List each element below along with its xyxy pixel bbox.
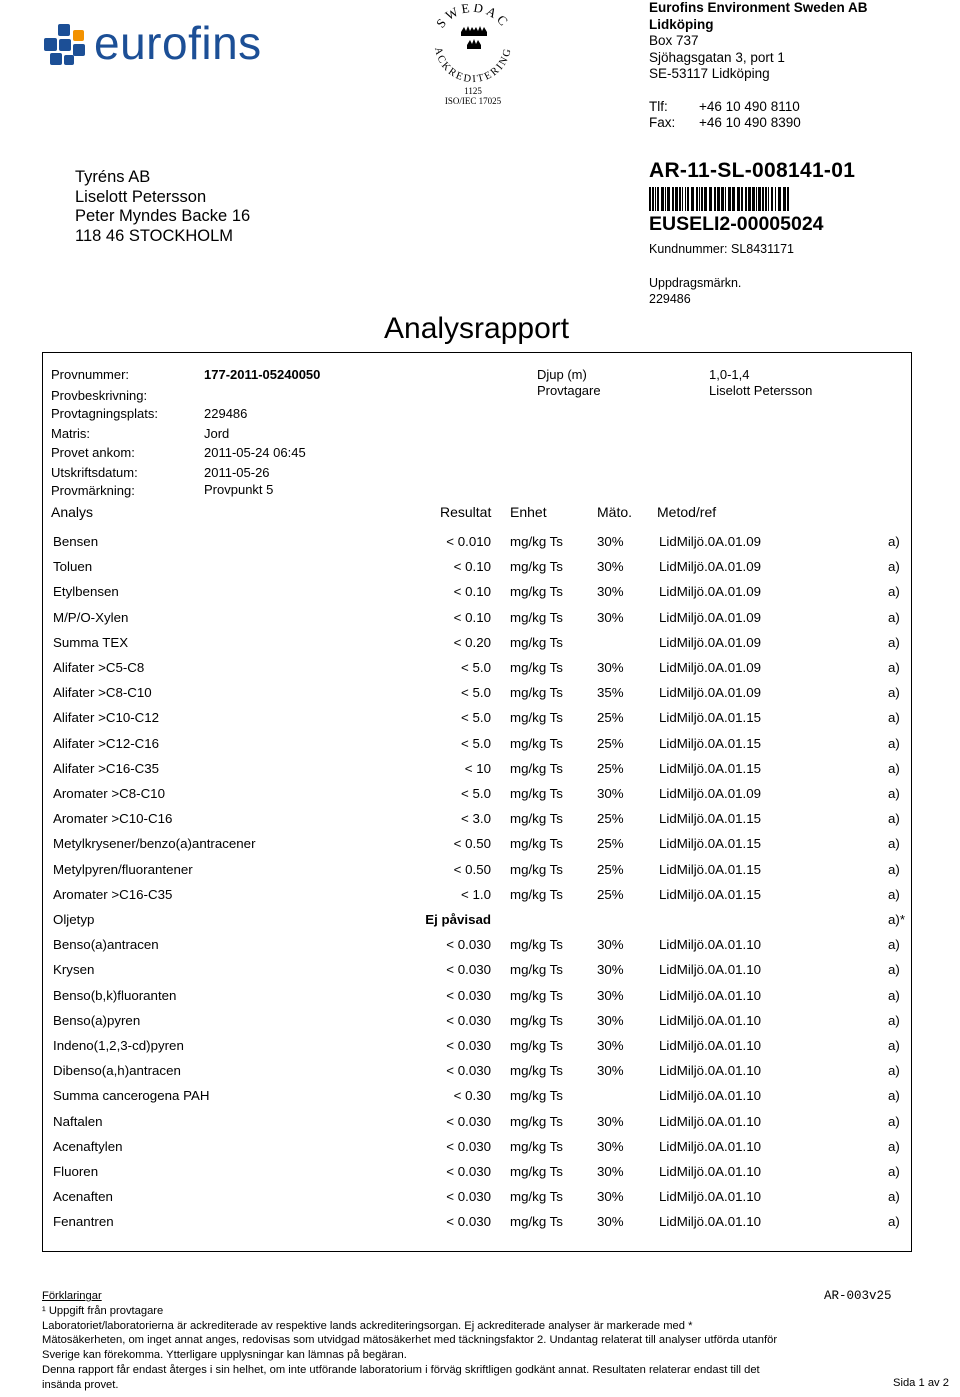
cell-ref: a): [888, 559, 900, 575]
cell-metod: LidMiljö.0A.01.15: [659, 811, 762, 827]
provbeskrivning-label: Provbeskrivning:: [51, 388, 148, 403]
cell-resultat: < 5.0: [461, 735, 491, 751]
cell-enhet: mg/kg Ts: [510, 1189, 563, 1205]
provmarkning-value: Provpunkt 5: [204, 482, 274, 497]
footer-line: ¹ Uppgift från provtagare: [42, 1304, 164, 1317]
cell-metod: LidMiljö.0A.01.09: [659, 584, 762, 600]
cell-analys: Summa cancerogena PAH: [53, 1088, 210, 1104]
matris-label: Matris:: [51, 426, 90, 441]
cell-mato: 25%: [597, 861, 624, 877]
cell-analys: Fluoren: [53, 1164, 99, 1179]
lab-city-name: Lidköping: [649, 16, 714, 32]
cell-metod: LidMiljö.0A.01.09: [659, 786, 762, 801]
cell-mato: 30%: [597, 1063, 624, 1079]
djup-label: Djup (m): [537, 367, 587, 382]
cell-resultat: < 0.30: [453, 1088, 491, 1104]
cell-ref: a): [888, 1214, 900, 1230]
cell-enhet: mg/kg Ts: [510, 609, 563, 625]
cell-metod: LidMiljö.0A.01.10: [659, 937, 762, 953]
cell-analys: Summa TEX: [53, 634, 129, 650]
cell-mato: 30%: [597, 1189, 624, 1205]
cell-enhet: mg/kg Ts: [510, 534, 563, 549]
cell-ref: a): [888, 1164, 900, 1179]
recipient-person: Liselott Petersson: [75, 187, 207, 206]
cell-enhet: mg/kg Ts: [510, 937, 563, 953]
provnummer-value: 177-2011-05240050: [204, 367, 321, 382]
cell-metod: LidMiljö.0A.01.10: [659, 962, 762, 978]
cell-metod: LidMiljö.0A.01.09: [659, 534, 762, 549]
lab-fax-row: [649, 115, 949, 132]
cell-ref: a): [888, 1038, 900, 1053]
cell-enhet: mg/kg Ts: [510, 1113, 563, 1129]
cell-enhet: mg/kg Ts: [510, 735, 563, 751]
cell-ref: a): [888, 836, 900, 852]
cell-metod: LidMiljö.0A.01.10: [659, 1138, 762, 1154]
utskrift-label: Utskriftsdatum:: [51, 465, 138, 480]
cell-enhet: mg/kg Ts: [510, 660, 563, 675]
cell-resultat: < 0.030: [446, 1113, 491, 1129]
cell-ref: a): [888, 937, 900, 953]
cell-metod: LidMiljö.0A.01.10: [659, 1063, 762, 1079]
col-mato-header: Mäto.: [597, 504, 633, 520]
swedac-crown-icon: [427, 4, 519, 86]
cell-ref: a): [888, 1113, 900, 1129]
lab-street: Sjöhagsgatan 3, port 1: [649, 49, 785, 65]
cell-metod: LidMiljö.0A.01.09: [659, 660, 762, 675]
cell-analys: Benso(b,k)fluoranten: [53, 987, 177, 1003]
cell-analys: Aromater >C10-C16: [53, 811, 173, 827]
seal-standard: ISO/IEC 17025: [444, 96, 502, 106]
cell-mato: 30%: [597, 1038, 624, 1053]
sample-box: [42, 352, 912, 1252]
logo-wordmark: eurofins: [94, 17, 262, 69]
recipient-street: Peter Myndes Backe 16: [75, 207, 251, 226]
cell-mato: 25%: [597, 836, 624, 852]
cell-resultat: < 0.030: [446, 937, 491, 953]
cell-analys: Benso(a)antracen: [53, 937, 159, 953]
cell-metod: LidMiljö.0A.01.15: [659, 861, 762, 877]
cell-analys: Naftalen: [53, 1113, 103, 1129]
cell-analys: Alifater >C5-C8: [53, 660, 145, 675]
cell-enhet: mg/kg Ts: [510, 1012, 563, 1028]
cell-enhet: mg/kg Ts: [510, 836, 563, 852]
col-resultat-header: Resultat: [440, 504, 492, 520]
cell-metod: LidMiljö.0A.01.10: [659, 1038, 762, 1053]
cell-resultat: < 0.030: [446, 1038, 491, 1053]
cell-mato: 30%: [597, 786, 624, 801]
cell-enhet: mg/kg Ts: [510, 987, 563, 1003]
cell-resultat: < 5.0: [461, 786, 491, 801]
cell-resultat: < 0.030: [446, 1189, 491, 1205]
cell-enhet: mg/kg Ts: [510, 786, 563, 801]
cell-mato: 25%: [597, 760, 624, 776]
cell-ref: a): [888, 735, 900, 751]
utskrift-value: 2011-05-26: [204, 465, 270, 480]
lab-name: Eurofins Environment Sweden AB: [649, 0, 868, 15]
col-analys-header: Analys: [51, 504, 94, 520]
seal-bottom-text: ACKREDITERING: [431, 46, 515, 86]
cell-resultat: < 0.030: [446, 1214, 491, 1230]
cell-resultat: < 0.030: [446, 1012, 491, 1028]
provnummer-label: Provnummer:: [51, 367, 130, 382]
djup-value: 1,0-1,4: [709, 367, 750, 382]
cell-ref: a): [888, 886, 900, 902]
cell-resultat: < 0.50: [453, 861, 491, 877]
cell-metod: LidMiljö.0A.01.10: [659, 1164, 762, 1179]
cell-mato: 30%: [597, 660, 624, 675]
cell-analys: Alifater >C12-C16: [53, 735, 160, 751]
cell-enhet: mg/kg Ts: [510, 584, 563, 600]
footer-line: Laboratoriet/laboratorierna är ackrediterade av respektive lands ackrediteringsorgan. Ej ackrediterade analyser är markerade med *: [42, 1319, 693, 1332]
cell-resultat: < 0.030: [446, 987, 491, 1003]
cell-ref: a)*: [888, 912, 905, 927]
eurofins-logo-icon: [42, 22, 88, 68]
cell-enhet: mg/kg Ts: [510, 1138, 563, 1154]
cell-analys: Alifater >C16-C35: [53, 760, 160, 776]
cell-mato: 30%: [597, 937, 624, 953]
cell-mato: 30%: [597, 609, 624, 625]
document-version: AR-003v25: [824, 1289, 892, 1303]
seal-number: 1125: [464, 86, 482, 96]
report-identifiers: [649, 159, 949, 306]
col-metod-header: Metod/ref: [657, 504, 717, 520]
cell-ref: a): [888, 962, 900, 978]
lab-postal: SE-53117 Lidköping: [649, 66, 770, 81]
cell-enhet: mg/kg Ts: [510, 1214, 563, 1230]
provtagare-value: Liselott Petersson: [709, 383, 813, 398]
report-title: Analysrapport: [384, 312, 570, 345]
cell-mato: 25%: [597, 811, 624, 827]
tel-value: +46 10 490 8110: [699, 98, 800, 114]
cell-metod: LidMiljö.0A.01.10: [659, 1189, 762, 1205]
cell-resultat: < 1.0: [461, 886, 491, 902]
cell-resultat: < 5.0: [461, 660, 491, 675]
cell-analys: Metylkrysener/benzo(a)antracener: [53, 836, 256, 852]
cell-enhet: mg/kg Ts: [510, 811, 563, 827]
cell-analys: Oljetyp: [53, 912, 95, 927]
cell-ref: a): [888, 1012, 900, 1028]
provtagningsplats-label: Provtagningsplats:: [51, 406, 158, 421]
cell-enhet: mg/kg Ts: [510, 962, 563, 978]
eurofins-logo: [42, 17, 272, 69]
cell-mato: 30%: [597, 559, 624, 575]
cell-analys: Aromater >C8-C10: [53, 786, 165, 801]
lab-address: [649, 0, 949, 132]
cell-mato: 30%: [597, 584, 624, 600]
cell-enhet: mg/kg Ts: [510, 1038, 563, 1053]
footer: [42, 1289, 952, 1393]
cell-ref: a): [888, 1088, 900, 1104]
cell-mato: 25%: [597, 735, 624, 751]
cell-ref: a): [888, 584, 900, 600]
cell-resultat: < 0.030: [446, 1164, 491, 1179]
swedac-seal: [425, 4, 521, 108]
cell-analys: Toluen: [53, 559, 93, 575]
cell-ref: a): [888, 1063, 900, 1079]
cell-analys: Dibenso(a,h)antracen: [53, 1063, 181, 1079]
footer-line: Mätosäkerheten, om inget annat anges, redovisas som utvidgad mätosäkerhet med täckningsfaktor 2. Undantag relaterat till analyser utförda utanför: [42, 1334, 778, 1347]
cell-metod: LidMiljö.0A.01.09: [659, 634, 762, 650]
cell-metod: LidMiljö.0A.01.10: [659, 1012, 762, 1028]
cell-metod: LidMiljö.0A.01.15: [659, 760, 762, 776]
cell-analys: M/P/O-Xylen: [53, 609, 129, 625]
cell-resultat: < 0.030: [446, 1138, 491, 1154]
tel-label: Tlf:: [649, 98, 668, 114]
cell-enhet: mg/kg Ts: [510, 634, 563, 650]
footer-line: insända provet.: [42, 1378, 119, 1391]
cell-analys: Alifater >C10-C12: [53, 710, 160, 726]
cell-analys: Etylbensen: [53, 584, 119, 600]
cell-ref: a): [888, 609, 900, 625]
cell-enhet: mg/kg Ts: [510, 559, 563, 575]
footer-title: Förklaringar: [42, 1290, 102, 1302]
footer-line: Sverige kan förekomma. Ytterligare upplysningar kan lämnas på begäran.: [42, 1349, 407, 1362]
cell-resultat: < 5.0: [461, 710, 491, 726]
cell-mato: 30%: [597, 1164, 624, 1179]
cell-analys: Krysen: [53, 962, 95, 978]
cell-resultat: < 0.10: [453, 559, 491, 575]
cell-ref: a): [888, 1189, 900, 1205]
recipient-company: Tyréns AB: [75, 168, 151, 186]
cell-mato: 35%: [597, 685, 624, 701]
cell-resultat: < 10: [464, 760, 491, 776]
cell-metod: LidMiljö.0A.01.15: [659, 710, 762, 726]
seal-top-text: SWEDAC: [432, 4, 513, 31]
col-enhet-header: Enhet: [510, 504, 547, 520]
svg-text:SWEDAC: [433, 4, 513, 31]
cell-enhet: mg/kg Ts: [510, 886, 563, 902]
cell-mato: 30%: [597, 1138, 624, 1154]
cell-analys: Metylpyren/fluorantener: [53, 861, 193, 877]
cell-mato: 30%: [597, 1113, 624, 1129]
cell-metod: LidMiljö.0A.01.09: [659, 559, 762, 575]
cell-mato: 30%: [597, 962, 624, 978]
cell-metod: LidMiljö.0A.01.09: [659, 685, 762, 701]
report-id: AR-11-SL-008141-01: [649, 159, 856, 182]
cell-metod: LidMiljö.0A.01.15: [659, 836, 762, 852]
cell-ref: a): [888, 685, 900, 701]
cell-analys: Benso(a)pyren: [53, 1012, 141, 1028]
cell-ref: a): [888, 861, 900, 877]
cell-mato: 30%: [597, 987, 624, 1003]
cell-resultat: < 0.010: [446, 534, 491, 549]
page-number: Sida 1 av 2: [893, 1377, 949, 1389]
cell-analys: Bensen: [53, 534, 99, 549]
cell-ref: a): [888, 710, 900, 726]
cell-metod: LidMiljö.0A.01.10: [659, 1214, 762, 1230]
cell-enhet: mg/kg Ts: [510, 861, 563, 877]
cell-metod: LidMiljö.0A.01.09: [659, 609, 762, 625]
cell-enhet: mg/kg Ts: [510, 1063, 563, 1079]
barcode-icon: [649, 187, 791, 211]
cell-mato: 30%: [597, 1012, 624, 1028]
cell-metod: LidMiljö.0A.01.10: [659, 1088, 762, 1104]
ankom-value: 2011-05-24 06:45: [204, 445, 306, 460]
ankom-label: Provet ankom:: [51, 445, 135, 460]
cell-ref: a): [888, 760, 900, 776]
cell-metod: LidMiljö.0A.01.10: [659, 987, 762, 1003]
lab-box: Box 737: [649, 33, 699, 48]
cell-ref: a): [888, 786, 900, 801]
provmarkning-label: Provmärkning:: [51, 483, 135, 498]
cell-analys: Acenaftylen: [53, 1138, 123, 1154]
cell-enhet: mg/kg Ts: [510, 760, 563, 776]
cell-enhet: mg/kg Ts: [510, 685, 563, 701]
provtagningsplats-value: 229486: [204, 406, 248, 421]
cell-ref: a): [888, 660, 900, 675]
cell-enhet: mg/kg Ts: [510, 710, 563, 726]
provtagare-label: Provtagare: [537, 383, 601, 398]
cell-analys: Acenaften: [53, 1189, 113, 1205]
cell-analys: Alifater >C8-C10: [53, 685, 152, 701]
cell-analys: Indeno(1,2,3-cd)pyren: [53, 1038, 184, 1053]
cell-resultat: < 0.10: [453, 584, 491, 600]
recipient-address: [75, 168, 250, 246]
cell-resultat: < 0.030: [446, 1063, 491, 1079]
cell-analys: Aromater >C16-C35: [53, 886, 173, 902]
svg-text:ACKREDITERING: [432, 46, 514, 85]
cell-resultat: < 0.50: [453, 836, 491, 852]
assignment-label: Uppdragsmärkn.: [649, 276, 742, 290]
sample-code: EUSELI2-00005024: [649, 213, 824, 235]
cell-ref: a): [888, 534, 900, 549]
cell-resultat: < 0.20: [453, 634, 491, 650]
recipient-city: 118 46 STOCKHOLM: [75, 226, 234, 245]
footer-line: Denna rapport får endast återges i sin helhet, om inte utförande laboratorium i förväg skriftligen godkänt annat. Resultaten relaterar endast till det: [42, 1363, 760, 1376]
cell-analys: Fenantren: [53, 1214, 114, 1230]
cell-mato: 30%: [597, 534, 624, 549]
cell-mato: 25%: [597, 886, 624, 902]
cell-mato: 30%: [597, 1214, 624, 1230]
cell-resultat: < 3.0: [461, 811, 491, 827]
cell-metod: LidMiljö.0A.01.15: [659, 886, 762, 902]
fax-label: Fax:: [649, 115, 676, 130]
cell-metod: LidMiljö.0A.01.10: [659, 1113, 762, 1129]
cell-ref: a): [888, 1138, 900, 1154]
cell-enhet: mg/kg Ts: [510, 1088, 563, 1104]
cell-ref: a): [888, 811, 900, 827]
assignment-value: 229486: [649, 292, 691, 306]
cell-ref: a): [888, 987, 900, 1003]
customer-number: Kundnummer: SL8431171: [649, 242, 795, 256]
fax-value: +46 10 490 8390: [699, 115, 801, 130]
lab-tel-row: [649, 99, 949, 116]
cell-enhet: mg/kg Ts: [510, 1164, 563, 1179]
cell-ref: a): [888, 634, 900, 650]
cell-resultat: Ej påvisad: [425, 912, 491, 927]
matris-value: Jord: [204, 426, 230, 441]
cell-resultat: < 5.0: [461, 685, 491, 701]
cell-metod: LidMiljö.0A.01.15: [659, 735, 762, 751]
cell-mato: 25%: [597, 710, 624, 726]
cell-resultat: < 0.10: [453, 609, 491, 625]
cell-resultat: < 0.030: [446, 962, 491, 978]
